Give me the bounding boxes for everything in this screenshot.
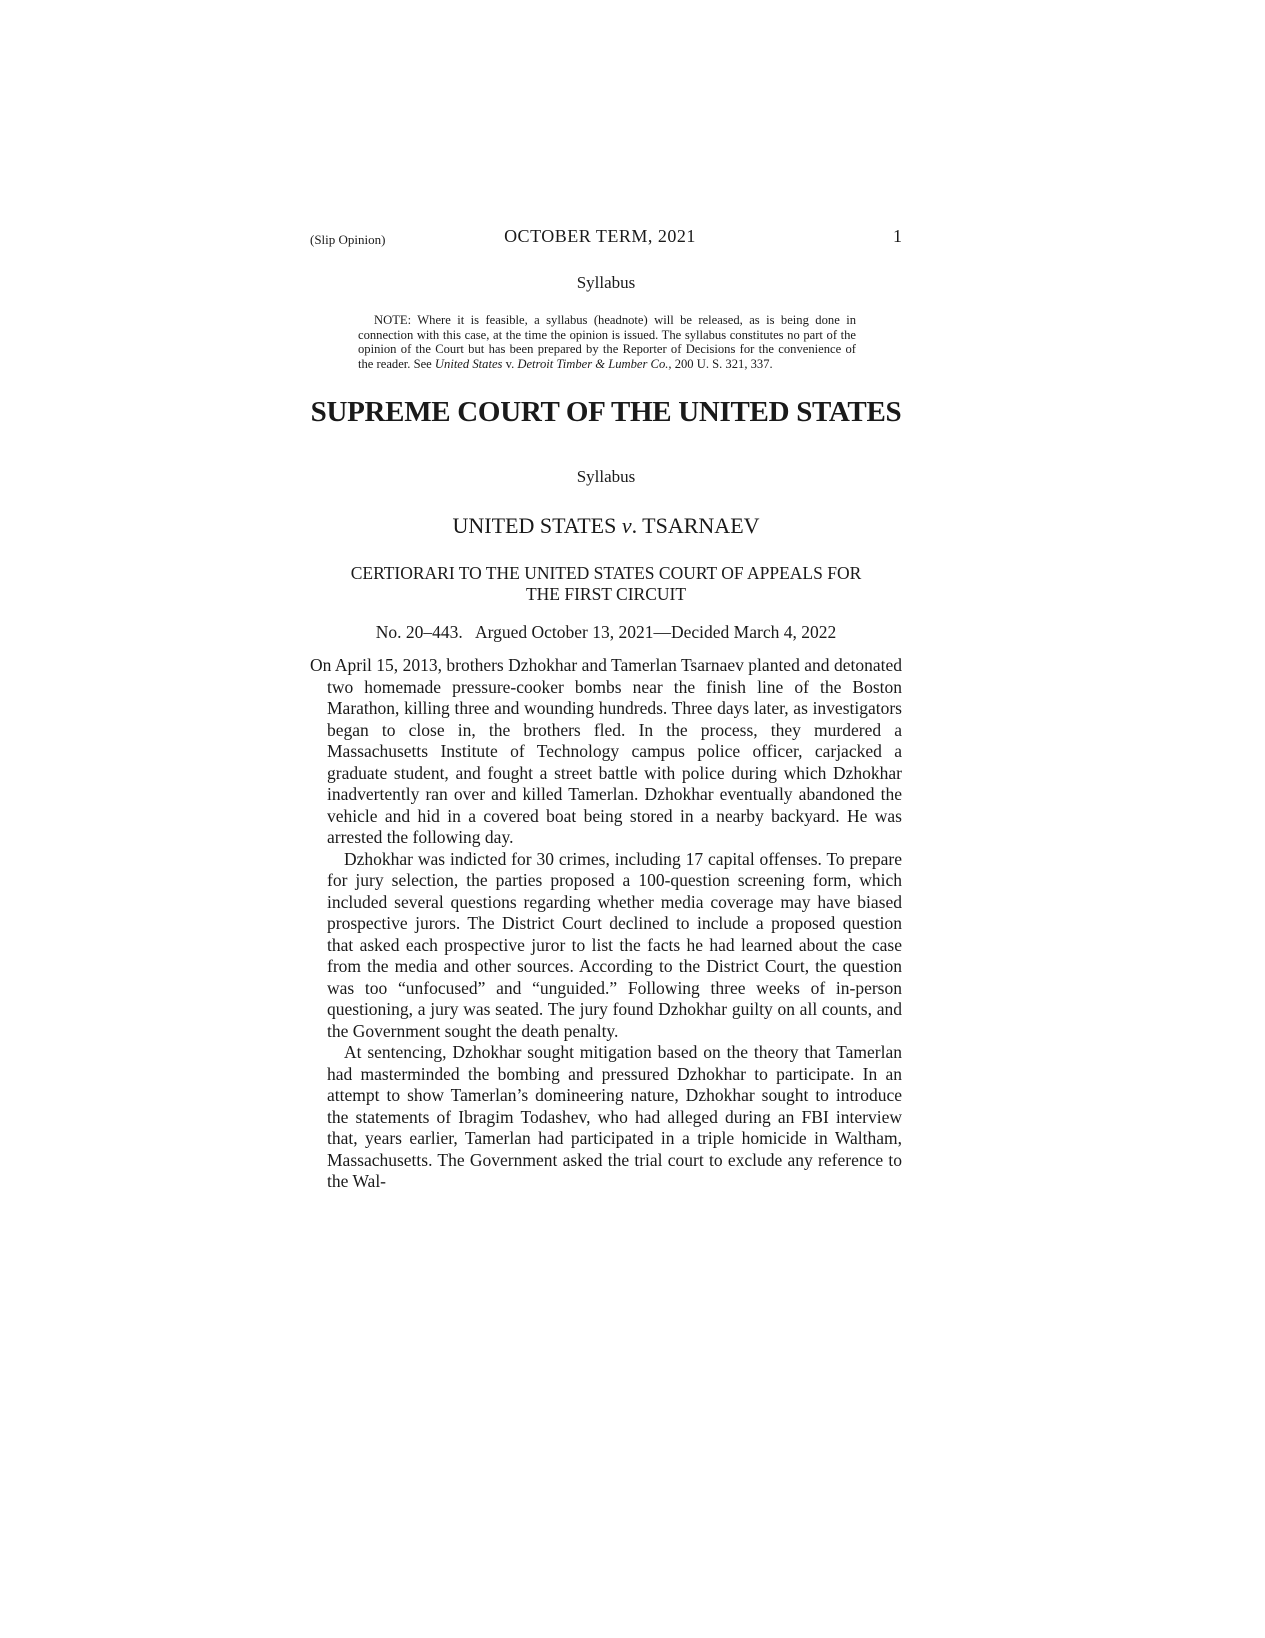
certiorari-line-1: CERTIORARI TO THE UNITED STATES COURT OF APPEALS FOR: [350, 563, 862, 583]
syllabus-heading-2: Syllabus: [576, 467, 636, 486]
note-cite-rest: 200 U. S. 321, 337.: [671, 356, 773, 371]
paragraph: At sentencing, Dzhokhar sought mitigation based on the theory that Tamerlan had masterminded the bombing and pressured Dzhokhar to participate. In an attempt to show Tamerlan’s domineering nature, Dzhokhar sought to introduce the statements of Ibragim Todashev, who had alleged during an FBI interview that, years earlier, Tamerlan had participated in a triple homicide in Waltham, Massachusetts. The Government asked the trial court to exclude any reference to the Wal-: [327, 1042, 902, 1191]
note-cite-party2: Detroit Timber & Lumber Co.,: [517, 356, 672, 371]
case-caption: [310, 513, 902, 539]
page-number: 1: [893, 226, 902, 246]
docket-line: No. 20–443. Argued October 13, 2021—Decided March 4, 2022: [375, 622, 837, 642]
paragraph: On April 15, 2013, brothers Dzhokhar and Tamerlan Tsarnaev planted and detonated two homemade pressure-cooker bombs near the finish line of the Boston Marathon, killing three and wounding hundreds. Three days later, as investigators began to close in, the brothers fled. In the process, they murdered a Massachusetts Institute of Technology campus police officer, carjacked a graduate student, and fought a street battle with police during which Dzhokhar inadvertently ran over and killed Tamerlan. Dzhokhar eventually abandoned the vehicle and hid in a covered boat being stored in a nearby backyard. He was arrested the following day.: [310, 655, 902, 847]
note-cite-party1: United States: [434, 356, 503, 371]
paragraph: Dzhokhar was indicted for 30 crimes, including 17 capital offenses. To prepare for jury selection, the parties proposed a 100-question screening form, which included several questions regarding whether media coverage may have biased prospective jurors. The District Court declined to include a proposed question that asked each prospective juror to list the facts he had learned about the case from the media and other sources. According to the District Court, the question was too “unfocused” and “unguided.” Following three weeks of in-person questioning, a jury was seated. The jury found Dzhokhar guilty on all counts, and the Government sought the death penalty.: [327, 848, 902, 1041]
note-text: NOTE: Where it is feasible, a syllabus (headnote) will be released, as is being done in connection with this case, at the time the opinion is issued. The syllabus constitutes no part of the opinion of the Court but has been prepared by the Reporter of Decisions for the convenience of the reader. See: [358, 313, 856, 371]
term-label: OCTOBER TERM, 2021: [504, 226, 696, 246]
syllabus-body: [310, 655, 902, 1193]
reporter-note: [358, 313, 856, 371]
syllabus-heading: Syllabus: [576, 273, 636, 292]
court-name: SUPREME COURT OF THE UNITED STATES: [310, 396, 902, 428]
caption-party1: UNITED STATES: [452, 513, 622, 538]
slip-opinion-label: (Slip Opinion): [310, 232, 386, 247]
certiorari-line-2: THE FIRST CIRCUIT: [525, 584, 687, 604]
note-cite-v: v.: [502, 356, 518, 371]
certiorari-line: [310, 563, 902, 605]
running-header: [310, 226, 902, 250]
caption-party2: . TSARNAEV: [631, 513, 760, 538]
caption-versus: v: [621, 513, 632, 538]
